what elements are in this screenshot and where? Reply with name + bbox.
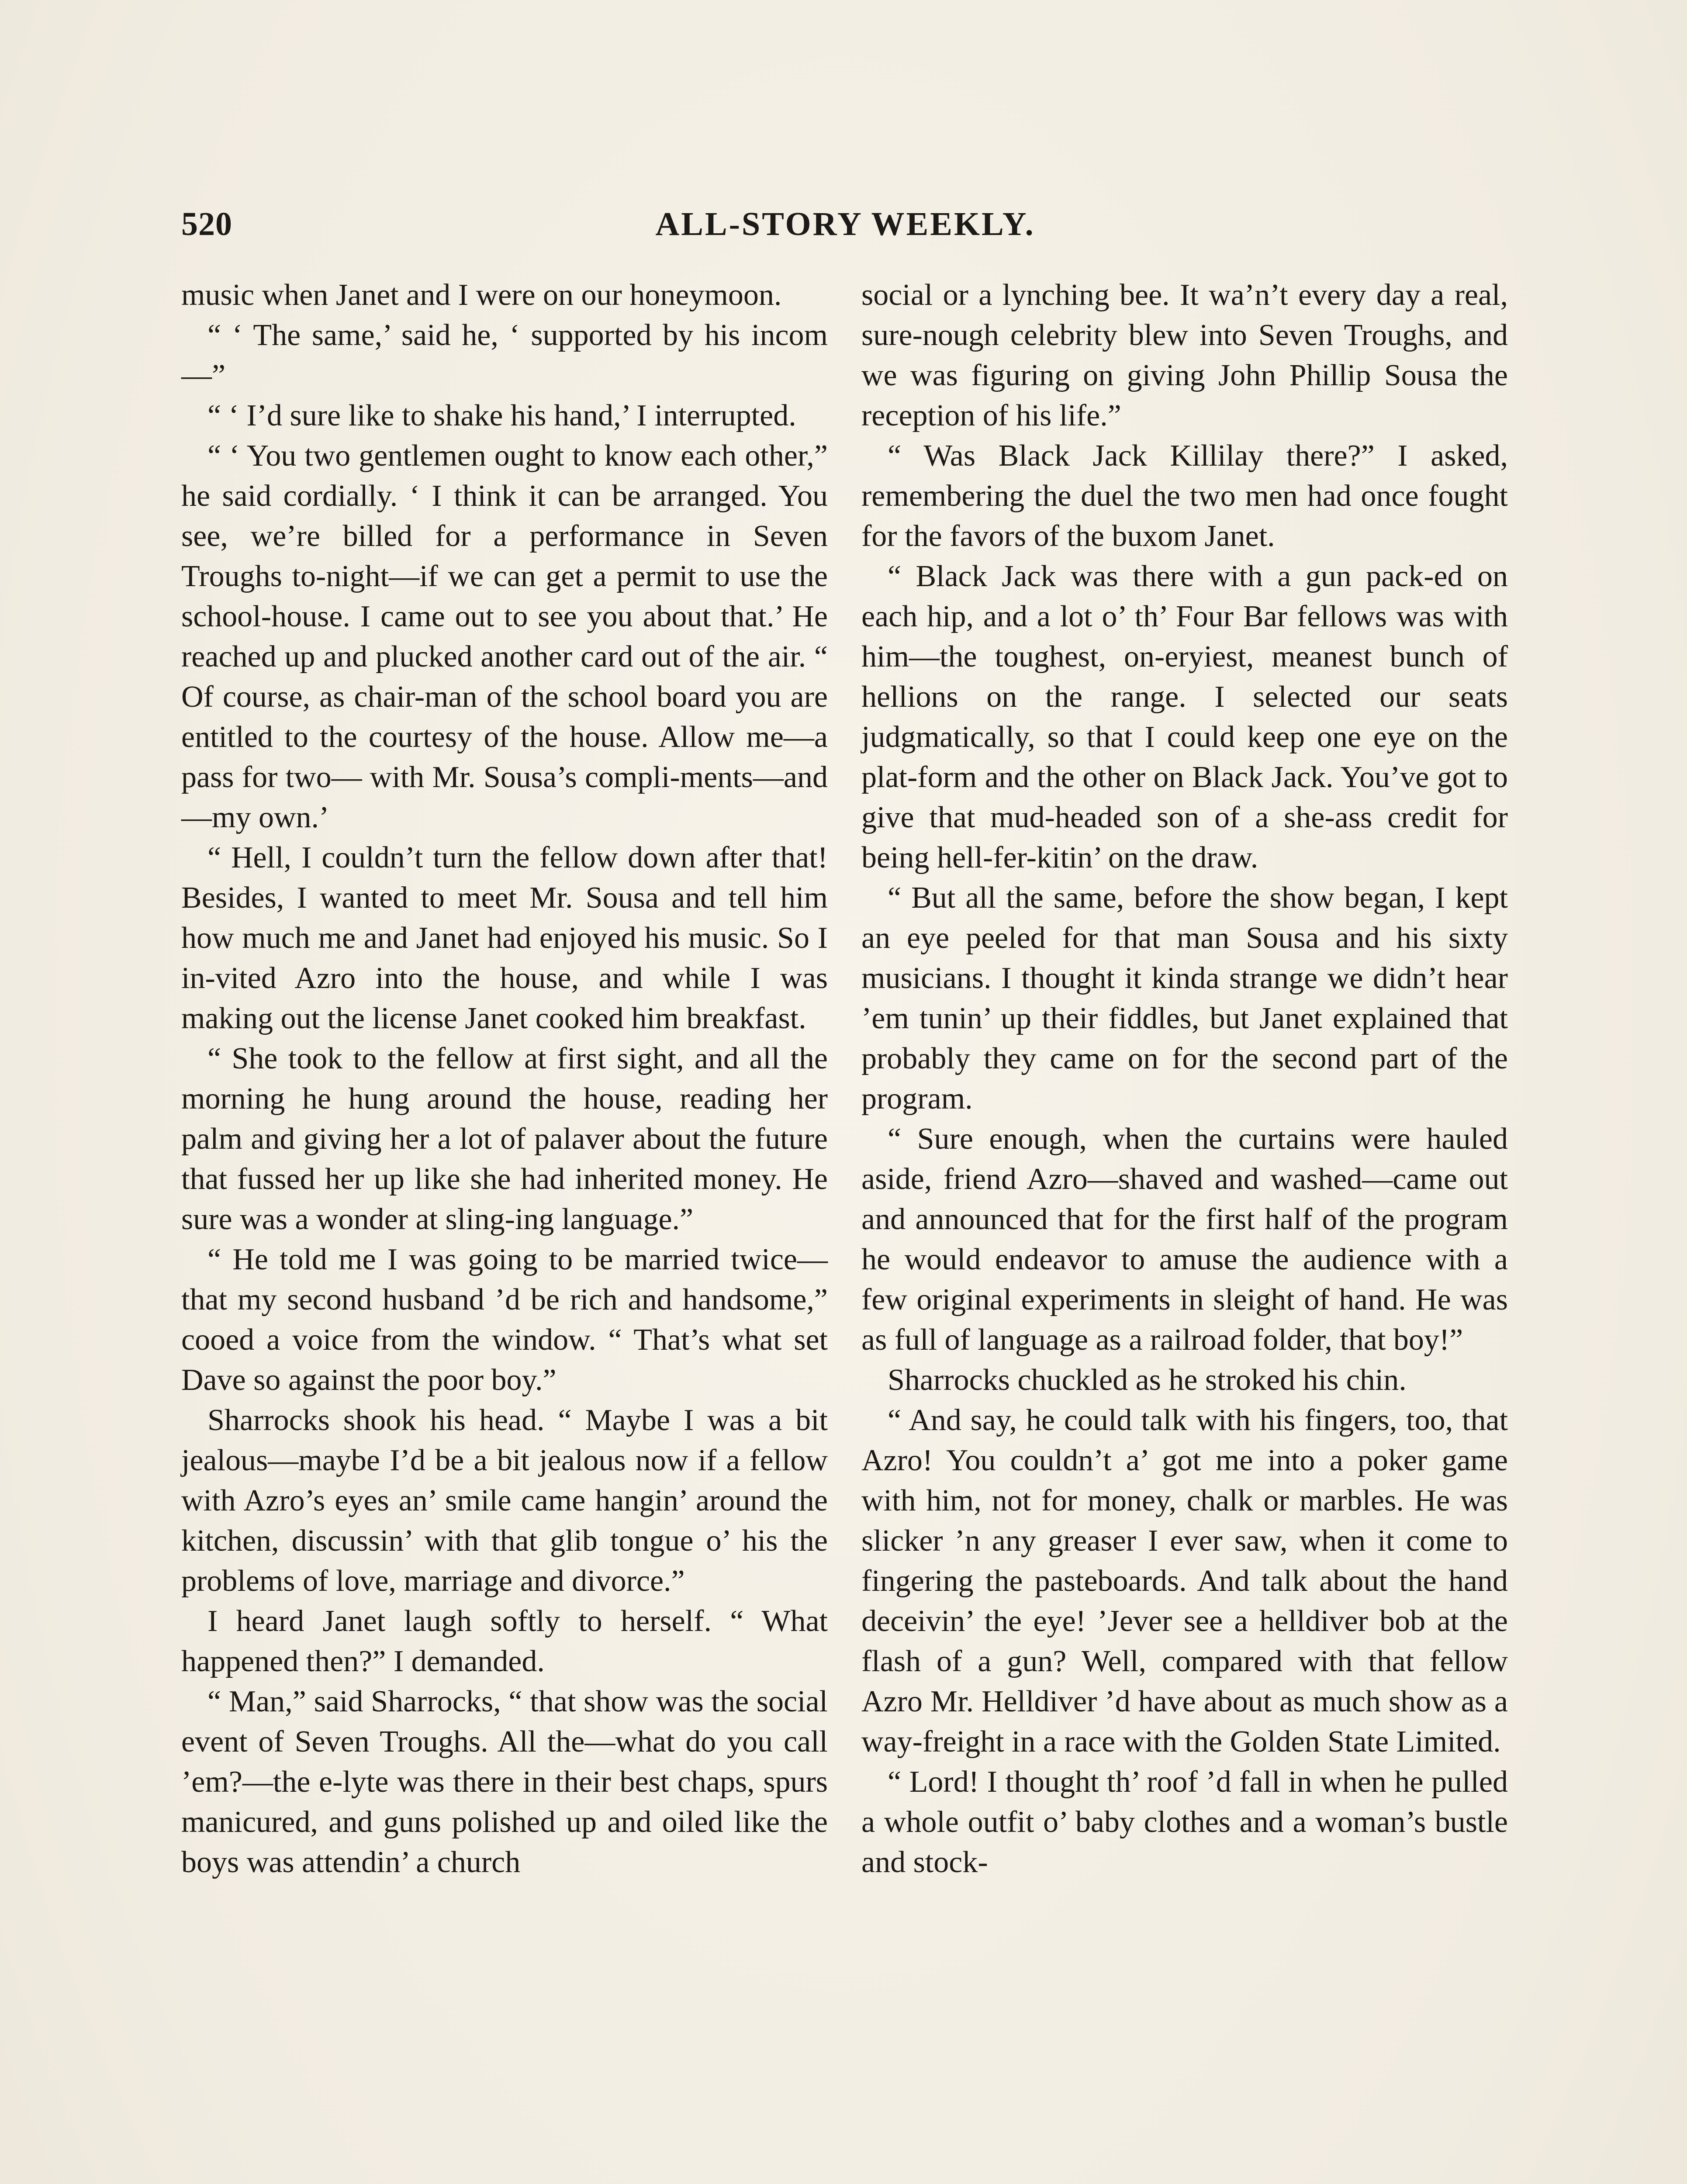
paragraph: “ Was Black Jack Killilay there?” I asked, remembering the duel the two men had once fought for the favors of the buxom Janet. xyxy=(861,439,1508,553)
paragraph: “ He told me I was going to be married twice—that my second husband ’d be rich and handsome,” cooed a voice from the window. “ That’s what set Dave so against the poor boy.” xyxy=(181,1243,828,1397)
paragraph: music when Janet and I were on our honeymoon. xyxy=(181,278,782,312)
paragraph: I heard Janet laugh softly to herself. “ What happened then?” I demanded. xyxy=(181,1604,828,1678)
paragraph: “ And say, he could talk with his fingers, too, that Azro! You couldn’t a’ got me into a poker game with him, not for money, chalk or marbles. He was slicker ’n any greaser I ever saw, when it come to fingering the pasteboards. And talk about the hand deceivin’ the eye! ’Jever see a helldiver bob at the flash of a gun? Well, compared with that fellow Azro Mr. Helldiver ’d have about as much show as a way-freight in a race with the Golden State Limited. xyxy=(861,1403,1508,1759)
left-text-column xyxy=(181,275,828,1883)
paragraph: “ She took to the fellow at first sight, and all the morning he hung around the house, reading her palm and giving her a lot of palaver about the future that fussed her up like she had inherited money. He sure was a wonder at sling-ing language.” xyxy=(181,1042,828,1236)
paragraph: “ ‘ You two gentlemen ought to know each other,” he said cordially. ‘ I think it can be arranged. You see, we’re billed for a performance in Seven Troughs to-night—if we can get a permit to use the school-house. I came out to see you about that.’ He reached up and plucked another card out of the air. “ Of course, as chair-man of the school board you are entitled to the courtesy of the house. Allow me—a pass for two— with Mr. Sousa’s compli-ments—and—my own.’ xyxy=(181,439,828,834)
paragraph: Sharrocks chuckled as he stroked his chin. xyxy=(888,1363,1407,1397)
right-text-column xyxy=(861,275,1508,1883)
paragraph: “ But all the same, before the show began, I kept an eye peeled for that man Sousa and his sixty musicians. I thought it kinda strange we didn’t hear ’em tunin’ up their fiddles, but Janet explained that probably they came on for the second part of the program. xyxy=(861,881,1508,1116)
paragraph: “ ‘ The same,’ said he, ‘ supported by his incom—” xyxy=(181,318,828,392)
paragraph: “ Black Jack was there with a gun pack-ed on each hip, and a lot o’ th’ Four Bar fellows was with him—the toughest, on-eryiest, meanest bunch of hellions on the range. I selected our seats judgmatically, so that I could keep one eye on the plat-form and the other on Black Jack. You’ve got to give that mud-headed son of a she-ass credit for being hell-fer-kitin’ on the draw. xyxy=(861,560,1508,874)
page-number: 520 xyxy=(181,206,232,242)
paragraph: “ Lord! I thought th’ roof ’d fall in when he pulled a whole outfit o’ baby clothes and a woman’s bustle and stock- xyxy=(861,1765,1508,1879)
page-header xyxy=(181,205,1509,253)
paragraph: “ Sure enough, when the curtains were hauled aside, friend Azro—shaved and washed—came out and announced that for the first half of the program he would endeavor to amuse the audience with a few original experiments in sleight of hand. He was as full of language as a railroad folder, that boy!” xyxy=(861,1122,1508,1357)
paragraph: Sharrocks shook his head. “ Maybe I was a bit jealous—maybe I’d be a bit jealous now if a fellow with Azro’s eyes an’ smile came hangin’ around the kitchen, discussin’ with that glib tongue o’ his the problems of love, marriage and divorce.” xyxy=(181,1403,828,1598)
paragraph: “ ‘ I’d sure like to shake his hand,’ I interrupted. xyxy=(207,399,796,432)
paragraph: “ Hell, I couldn’t turn the fellow down after that! Besides, I wanted to meet Mr. Sousa and tell him how much me and Janet had enjoyed his music. So I in-vited Azro into the house, and while I was making out the license Janet cooked him breakfast. xyxy=(181,841,828,1035)
paragraph: social or a lynching bee. It wa’n’t every day a real, sure-nough celebrity blew into Seven Troughs, and we was figuring on giving John Phillip Sousa the reception of his life.” xyxy=(861,278,1508,432)
running-head: ALL-STORY WEEKLY. xyxy=(655,206,1035,242)
paragraph: “ Man,” said Sharrocks, “ that show was the social event of Seven Troughs. All the—what do you call ’em?—the e-lyte was there in their best chaps, spurs manicured, and guns polished up and oiled like the boys was attendin’ a church xyxy=(181,1685,828,1879)
